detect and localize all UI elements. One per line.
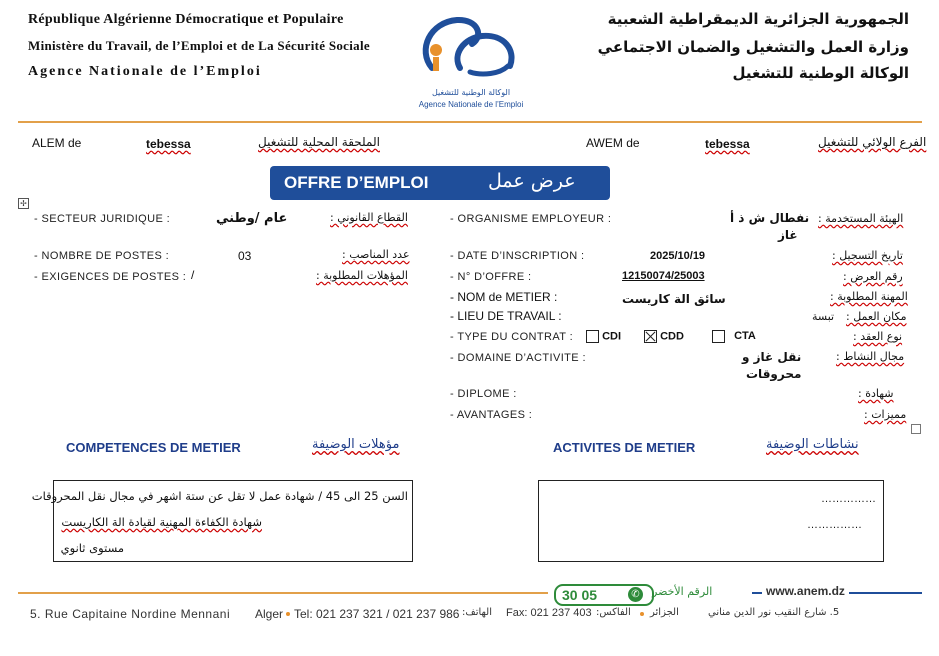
- cdi-text: CDI: [602, 330, 622, 343]
- postes-value[interactable]: 03: [238, 249, 252, 263]
- offer-banner: [270, 166, 610, 200]
- phone-icon: ✆: [628, 587, 643, 602]
- footer-address-fr: 5. Rue Capitaine Nordine Mennani: [30, 607, 231, 621]
- exigences-value: /: [191, 268, 195, 282]
- organisme-value-2: غاز: [778, 228, 798, 242]
- anem-logo-mark: [412, 10, 530, 90]
- header-divider: [18, 121, 922, 123]
- date-label: - DATE D’INSCRIPTION :: [450, 250, 585, 262]
- lieu-ar-label: مكان العمل :: [846, 310, 907, 323]
- exigences-label: - EXIGENCES DE POSTES :: [34, 271, 187, 283]
- cta-text: CTA: [734, 330, 756, 343]
- diplome-ar-label: شهادة :: [858, 387, 894, 400]
- offre-value: 12150074/25003: [622, 270, 705, 282]
- banner-title-ar: عرض عمل: [488, 170, 576, 192]
- move-handle-icon[interactable]: ✢: [18, 198, 29, 209]
- footer-tel-ar: الهاتف:: [462, 607, 492, 618]
- activites-dots-2: ……………: [807, 519, 862, 531]
- footer-fax-ar: الفاكس:: [596, 607, 631, 618]
- cdi-checkbox[interactable]: [586, 330, 599, 343]
- contrat-cdi-option[interactable]: [586, 330, 621, 343]
- awem-ar-label: الفرع الولائي للتشغيل: [818, 135, 927, 149]
- competences-box: [31, 480, 413, 562]
- cdd-checkbox-checked[interactable]: [644, 330, 657, 343]
- domaine-value-1: نقل غاز و: [742, 350, 802, 364]
- activites-dots-1: ……………: [821, 493, 876, 505]
- contrat-cta-option[interactable]: [712, 330, 756, 343]
- metier-label: - NOM de METIER :: [450, 290, 558, 304]
- green-number: 30 05: [562, 587, 598, 603]
- exigences-ar-label: المؤهلات المطلوبة :: [316, 269, 408, 282]
- header-fr-line1: République Algérienne Démocratique et Populaire: [28, 12, 344, 27]
- competences-line2: شهادة الكفاءة المهنية لقيادة الة الكاريست: [61, 515, 262, 529]
- secteur-value: عام /وطني: [216, 211, 288, 226]
- organisme-label: - ORGANISME EMPLOYEUR :: [450, 213, 612, 225]
- postes-label: - NOMBRE DE POSTES :: [34, 250, 170, 262]
- avantages-ar-label: مميزات :: [864, 408, 907, 421]
- alem-label: ALEM de: [32, 136, 82, 150]
- organisme-ar-label: الهيئة المستخدمة :: [818, 212, 904, 225]
- logo-text-fr: Agence Nationale de l’Emploi: [418, 100, 524, 109]
- avantages-label: - AVANTAGES :: [450, 409, 533, 421]
- logo-text-ar: الوكالة الوطنية للتشغيل: [431, 88, 511, 97]
- website-link[interactable]: www.anem.dz: [762, 584, 849, 598]
- awem-value: tebessa: [705, 137, 750, 151]
- competences-title-fr: COMPETENCES DE METIER: [66, 440, 241, 455]
- domaine-value-2: محروقات: [746, 367, 802, 381]
- green-number-badge: [554, 584, 654, 606]
- header-fr-line2: Ministère du Travail, de l’Emploi et de La Sécurité Sociale: [28, 38, 370, 53]
- competences-title-ar: مؤهلات الوضيفة: [312, 437, 400, 452]
- header-ar-line3: الوكالة الوطنية للتشغيل: [732, 64, 909, 82]
- contrat-ar-label: نوع العقد :: [853, 330, 903, 343]
- alem-value: tebessa: [146, 137, 191, 151]
- activites-title-ar: نشاطات الوضيفة: [766, 437, 859, 452]
- secteur-label: - SECTEUR JURIDIQUE :: [34, 213, 171, 225]
- footer-address-ar: 5. شارع النقيب نور الدين مناني: [708, 607, 840, 618]
- date-ar-label: تاريخ التسجيل :: [832, 249, 903, 262]
- resize-handle-icon[interactable]: [911, 424, 921, 434]
- contrat-label: - TYPE DU CONTRAT :: [450, 331, 574, 343]
- footer-city: Alger: [255, 607, 284, 621]
- lieu-value: تبسة: [812, 310, 835, 323]
- header-fr-line3: Agence Nationale de l’Emploi: [28, 64, 262, 79]
- footer-bullet-1: [286, 612, 290, 616]
- competences-line1: السن 25 الى 45 / شهادة عمل لا تقل عن ستة اشهر في مجال نقل المحروقات: [31, 489, 408, 503]
- organisme-value-1: نفطال ش ذ أ: [730, 211, 810, 225]
- footer-city-ar: الجزائر: [650, 607, 679, 618]
- footer-tel: Tel: 021 237 321 / 021 237 986: [294, 607, 460, 621]
- date-value: 2025/10/19: [650, 250, 706, 262]
- footer-fax: Fax: 021 237 403: [506, 607, 592, 619]
- cdd-text: CDD: [660, 330, 684, 343]
- metier-value: سائق الة كاريست: [622, 292, 726, 306]
- footer-line-left: [18, 592, 548, 594]
- anem-logo: [412, 10, 530, 112]
- postes-ar-label: عدد المناصب :: [342, 248, 410, 261]
- offre-label: - N° D’OFFRE :: [450, 271, 532, 283]
- metier-ar-label: المهنة المطلوبة :: [830, 290, 908, 303]
- green-number-label: الرقم الأخضر: [652, 585, 713, 598]
- domaine-label: - DOMAINE D’ACTIVITE :: [450, 352, 586, 364]
- cta-checkbox[interactable]: [712, 330, 725, 343]
- header-ar-line1: الجمهورية الجزائرية الديمقراطية الشعبية: [607, 10, 909, 28]
- domaine-ar-label: مجال النشاط :: [836, 350, 905, 363]
- diplome-label: - DIPLOME :: [450, 388, 517, 400]
- competences-line3: مستوى ثانوي: [60, 541, 124, 555]
- contrat-cdd-option[interactable]: [644, 330, 684, 343]
- awem-label: AWEM de: [586, 136, 640, 150]
- secteur-ar-label: القطاع القانوني :: [330, 211, 408, 224]
- banner-title-fr: OFFRE D’EMPLOI: [284, 173, 429, 192]
- alem-ar-label: الملحقة المحلية للتشغيل: [258, 135, 380, 149]
- activites-box: [538, 480, 884, 562]
- lieu-label: - LIEU DE TRAVAIL :: [450, 309, 562, 323]
- header-ar-line2: وزارة العمل والتشغيل والضمان الاجتماعي: [597, 38, 909, 56]
- offre-ar-label: رقم العرض :: [843, 270, 903, 283]
- activites-title-fr: ACTIVITES DE METIER: [553, 440, 696, 455]
- footer-bullet-2: [640, 612, 644, 616]
